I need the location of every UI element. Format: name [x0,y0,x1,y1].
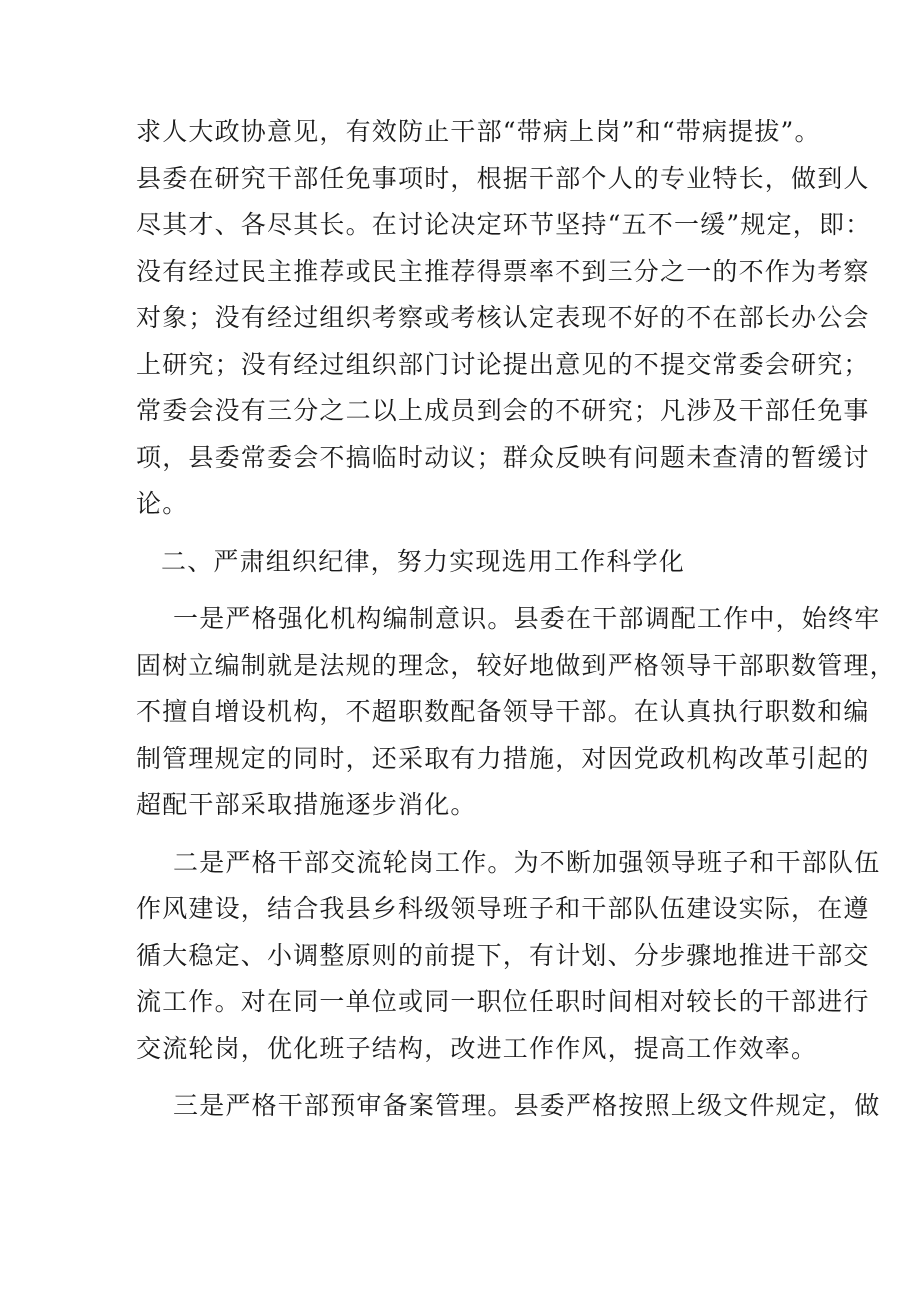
text-line: 一是严格强化机构编制意识。县委在干部调配工作中，始终牢 [173,604,881,633]
text-line: 论。 [136,489,189,518]
text-line: 上研究；没有经过组织部门讨论提出意见的不提交常委会研究； [136,349,870,379]
text-line: 县委在研究干部任免事项时，根据干部个人的专业特长，做到人 [136,163,870,193]
text-line: 作风建设，结合我县乡科级领导班子和干部队伍建设实际，在遵 [136,894,870,923]
text-line: 流工作。对在同一单位或同一职位任职时间相对较长的干部进行 [136,987,870,1016]
text-line: 项，县委常委会不搞临时动议；群众反映有问题未查清的暂缓讨 [136,442,870,472]
text-line: 没有经过民主推荐或民主推荐得票率不到三分之一的不作为考察 [136,256,870,286]
text-line: 二是严格干部交流轮岗工作。为不断加强领导班子和干部队伍 [173,847,881,877]
text-line: 不擅自增设机构，不超职数配备领导干部。在认真执行职数和编 [136,697,870,726]
text-line: 尽其才、各尽其长。在讨论决定环节坚持“五不一缓”规定，即： [136,210,872,239]
text-line: 循大稳定、小调整原则的前提下，有计划、分步骤地推进干部交 [136,940,870,970]
text-line: 对象；没有经过组织考察或考核认定表现不好的不在部长办公会 [136,303,870,332]
text-line: 固树立编制就是法规的理念，较好地做到严格领导干部职数管理， [136,650,896,680]
text-line: 三是严格干部预审备案管理。县委严格按照上级文件规定，做 [173,1091,881,1120]
section-heading-2 [136,539,792,586]
text-line: 制管理规定的同时，还采取有力措施，对因党政机构改革引起的 [136,743,870,773]
paragraph-cadre-appointment-rules [136,109,872,528]
text-line: 超配干部采取措施逐步消化。 [136,790,477,819]
section-heading-text: 二、严肃组织纪律，努力实现选用工作科学化 [161,546,686,576]
paragraph-pre-review-filing [136,1083,881,1130]
paragraph-cadre-rotation [136,840,881,1073]
paragraph-staffing-awareness [136,596,896,829]
text-line: 求人大政协意见，有效防止干部“带病上岗”和“带病提拔”。 [136,117,821,146]
text-line: 交流轮岗，优化班子结构，改进工作作风，提高工作效率。 [136,1033,818,1063]
text-line: 常委会没有三分之二以上成员到会的不研究；凡涉及干部任免事 [136,396,870,425]
document-body [136,109,896,1130]
